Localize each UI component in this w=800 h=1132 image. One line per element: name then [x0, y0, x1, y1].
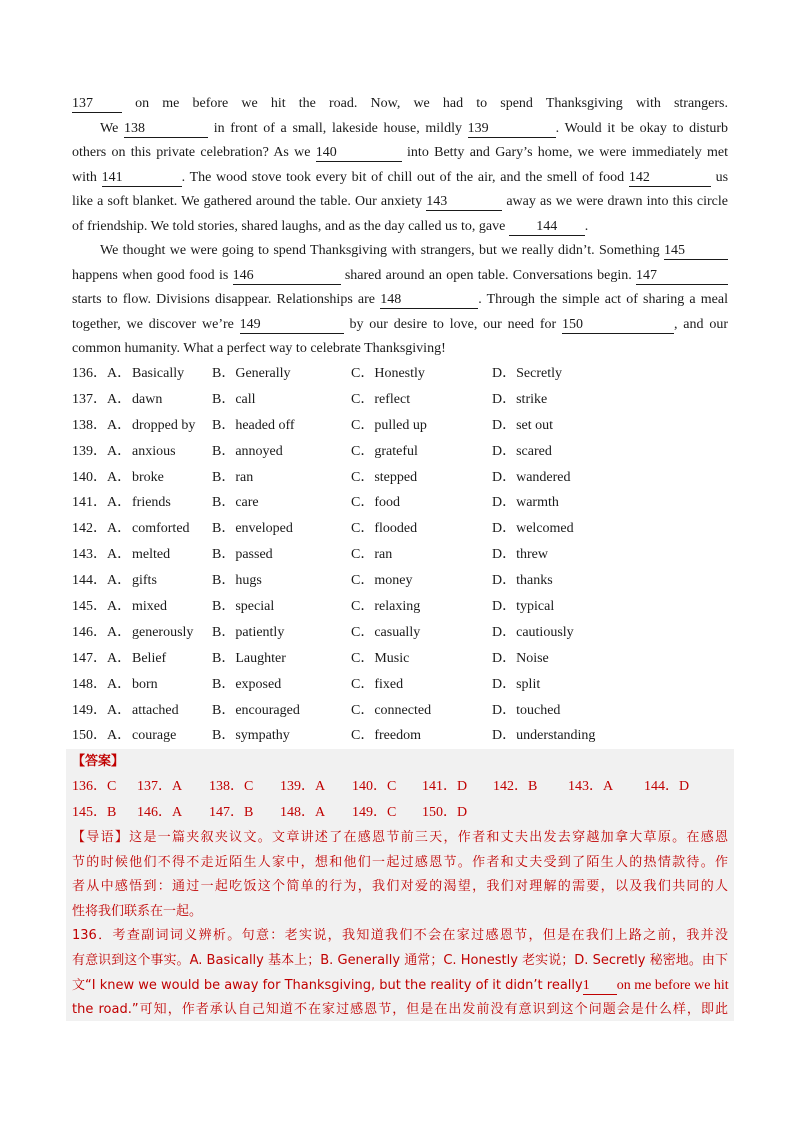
option-d: D．understanding [492, 728, 596, 744]
question-number: 146．A． [72, 624, 132, 640]
passage-line-9: starts to flow. Divisions disappear. Relationships are 148 . Through the simple act of sharing a meal [72, 292, 729, 307]
answer-item: 148．A [280, 805, 326, 820]
blank-147: 147 [636, 267, 728, 285]
answer-item: 141．D [422, 779, 468, 794]
blank-149: 149 [240, 316, 344, 334]
option-d: D．touched [492, 702, 561, 718]
option-c: C．casually [351, 624, 421, 640]
option-a: anxious [132, 443, 176, 459]
blank-137: 137 [72, 95, 122, 113]
answer-item: 136．C [72, 779, 117, 794]
guide-line-1: 【导语】这是一篇夹叙夹议文。文章讲述了在感恩节前三天，作者和丈夫出发去穿越加拿大草原。在感恩 [72, 830, 728, 845]
answer-title: 【答案】 [72, 754, 125, 769]
passage-line-10: together, we discover we’re 149 by our desire to love, our need for 150 , and our [72, 316, 728, 332]
option-b: B．annoyed [212, 443, 283, 459]
option-b: B．special [212, 599, 275, 615]
question-row [72, 387, 732, 413]
option-c: C．food [351, 495, 400, 511]
answer-item: 142．B [493, 779, 538, 794]
option-a: broke [132, 469, 164, 485]
question-number: 149．A． [72, 702, 132, 718]
question-options [72, 361, 732, 749]
guide-line-4: 性将我们联系在一起。 [72, 903, 203, 919]
question-number: 141．A． [72, 495, 132, 511]
option-d: D．typical [492, 599, 555, 615]
passage-line-4: with 141 . The wood stove took every bit of chill out of the air, and the smell of food 142 us [72, 169, 729, 185]
answer-item: 146．A [137, 805, 183, 820]
option-c: C．money [351, 573, 413, 589]
question-row [72, 646, 732, 672]
explanation-blank: 1 [583, 978, 617, 995]
option-b: B．headed off [212, 417, 295, 433]
option-d: D．thanks [492, 573, 553, 589]
answer-key-row-2 [72, 800, 732, 826]
explanation [72, 826, 728, 1023]
option-b: B．sympathy [212, 728, 290, 744]
option-a: Basically [132, 366, 185, 381]
option-a: mixed [132, 599, 167, 615]
passage-line-3: others on this private celebration? As we 140 into Betty and Gary’s home, we were immediately met [72, 145, 729, 160]
option-b: B．call [212, 391, 256, 407]
blank-141: 141 [102, 169, 182, 187]
question-row [72, 465, 732, 491]
question-number: 137．A． [72, 391, 132, 407]
option-d: D．split [492, 676, 541, 692]
option-a: Belief [132, 650, 167, 666]
passage-line-2: We 138 in front of a small, lakeside house, mildly 139 . Would it be okay to disturb [100, 120, 729, 136]
option-d: D．welcomed [492, 521, 574, 537]
blank-146: 146 [233, 267, 341, 285]
explanation-line-4: the road.”可知，作者承认自己知道不在家过感恩节，但是在出发前没有意识到这个问题会是什么样，即此 [72, 1002, 728, 1018]
question-row [72, 413, 732, 439]
option-c: C．stepped [351, 469, 418, 485]
question-number: 140．A． [72, 469, 132, 485]
option-c: C．connected [351, 702, 432, 718]
option-b: B．Generally [212, 366, 291, 381]
option-d: D．scared [492, 443, 552, 459]
answer-item: 139．A [280, 779, 326, 794]
option-a: born [132, 676, 158, 692]
question-number: 148．A． [72, 676, 132, 692]
question-number: 150．A． [72, 728, 132, 744]
question-row [72, 361, 732, 387]
passage-line-1: 137 on me before we hit the road. Now, we had to spend Thanksgiving with strangers. [72, 96, 729, 111]
option-b: B．Laughter [212, 650, 286, 666]
explanation-line-3: 文“I knew we would be away for Thanksgiving, but the reality of it didn’t really1 on me before we hit [72, 977, 729, 993]
answer-item: 147．B [209, 805, 254, 820]
option-c: C．Music [351, 650, 410, 666]
blank-138: 138 [124, 120, 208, 138]
question-number: 139．A． [72, 443, 132, 459]
option-d: D．set out [492, 417, 554, 433]
option-a: dropped by [132, 417, 196, 433]
option-a: attached [132, 702, 179, 718]
blank-144: 144 [509, 218, 585, 236]
blank-139: 139 [468, 120, 556, 138]
question-row [72, 516, 732, 542]
question-number: 142．A． [72, 521, 132, 537]
question-row [72, 594, 732, 620]
option-b: B．patiently [212, 624, 285, 640]
blank-148: 148 [380, 291, 478, 309]
option-d: D．cautiously [492, 624, 574, 640]
option-a: generously [132, 624, 194, 640]
passage-line-5: like a soft blanket. We gathered around the table. Our anxiety 143 away as we were drawn into this circle [72, 194, 728, 209]
passage-line-6: of friendship. We told stories, shared laughs, and as the day called us to, gave 144 . [72, 218, 589, 234]
option-a: melted [132, 547, 171, 563]
option-c: C．grateful [351, 443, 418, 459]
answer-key-row-1 [72, 774, 732, 800]
question-row [72, 542, 732, 568]
option-a: dawn [132, 391, 163, 407]
question-row [72, 439, 732, 465]
passage-line-7: We thought we were going to spend Thanksgiving with strangers, but we really didn’t. Something 145 [72, 239, 728, 264]
passage-line-8: happens when good food is 146 shared around an open table. Conversations begin. 147 [72, 264, 728, 289]
blank-140: 140 [316, 144, 402, 162]
answer-item: 149．C [352, 805, 397, 820]
option-d: D．wandered [492, 469, 571, 485]
option-b: B．passed [212, 547, 273, 563]
option-d: D．strike [492, 391, 548, 407]
explanation-line-1: 136．考查副词词义辨析。句意：老实说，我知道我们不会在家过感恩节，但是在我们上路之前，我并没 [72, 928, 728, 944]
option-c: C．reflect [351, 391, 411, 407]
question-row [72, 698, 732, 724]
answer-item: 150．D [422, 805, 468, 820]
answer-item: 140．C [352, 779, 397, 794]
option-a: comforted [132, 521, 190, 537]
answer-item: 137．A [137, 779, 183, 794]
option-b: B．ran [212, 469, 254, 485]
blank-145: 145 [664, 242, 728, 260]
question-row [72, 672, 732, 698]
question-number: 145．A． [72, 599, 132, 615]
option-c: C．relaxing [351, 599, 421, 615]
answer-item: 145．B [72, 805, 117, 820]
blank-150: 150 [562, 316, 674, 334]
option-b: B．encouraged [212, 702, 300, 718]
question-number: 136．A． [72, 366, 132, 381]
option-d: D．Secretly [492, 366, 562, 381]
passage-line-11: common humanity. What a perfect way to celebrate Thanksgiving! [72, 341, 446, 356]
option-a: friends [132, 495, 171, 511]
question-number: 143．A． [72, 547, 132, 563]
option-b: B．hugs [212, 573, 262, 589]
option-b: B．exposed [212, 676, 282, 692]
option-b: B．enveloped [212, 521, 293, 537]
question-row [72, 568, 732, 594]
option-a: courage [132, 728, 177, 744]
option-c: C．ran [351, 547, 393, 563]
question-number: 138．A． [72, 417, 132, 433]
passage-text [72, 92, 728, 362]
question-number: 147．A． [72, 650, 132, 666]
blank-143: 143 [426, 193, 502, 211]
option-c: C．flooded [351, 521, 418, 537]
explanation-line-2: 有意识到这个事实。A. Basically 基本上；B. Generally 通常；C. Honestly 老实说；D. Secretly 秘密地。由下 [72, 952, 728, 968]
option-d: D．warmth [492, 495, 559, 511]
option-c: C．fixed [351, 676, 404, 692]
answer-item: 138．C [209, 779, 254, 794]
option-b: B．care [212, 495, 259, 511]
option-d: D．Noise [492, 650, 549, 666]
question-row [72, 723, 732, 749]
option-c: C．Honestly [351, 366, 425, 381]
guide-line-2: 节的时候他们不得不走近陌生人家中，想和他们一起过感恩节。作者和丈夫受到了陌生人的热情款待。作 [72, 854, 728, 870]
question-row [72, 620, 732, 646]
blank-142: 142 [629, 169, 711, 187]
option-c: C．pulled up [351, 417, 427, 433]
answer-item: 144．D [644, 779, 690, 794]
option-d: D．threw [492, 547, 548, 563]
answer-item: 143．A [568, 779, 614, 794]
question-row [72, 490, 732, 516]
guide-line-3: 者从中感悟到：通过一起吃饭这个简单的行为，我们对爱的渴望，我们对理解的需要，以及我们共同的人 [72, 879, 728, 895]
option-c: C．freedom [351, 728, 421, 744]
question-number: 144．A． [72, 573, 132, 589]
option-a: gifts [132, 573, 157, 589]
answer-key [72, 774, 732, 826]
